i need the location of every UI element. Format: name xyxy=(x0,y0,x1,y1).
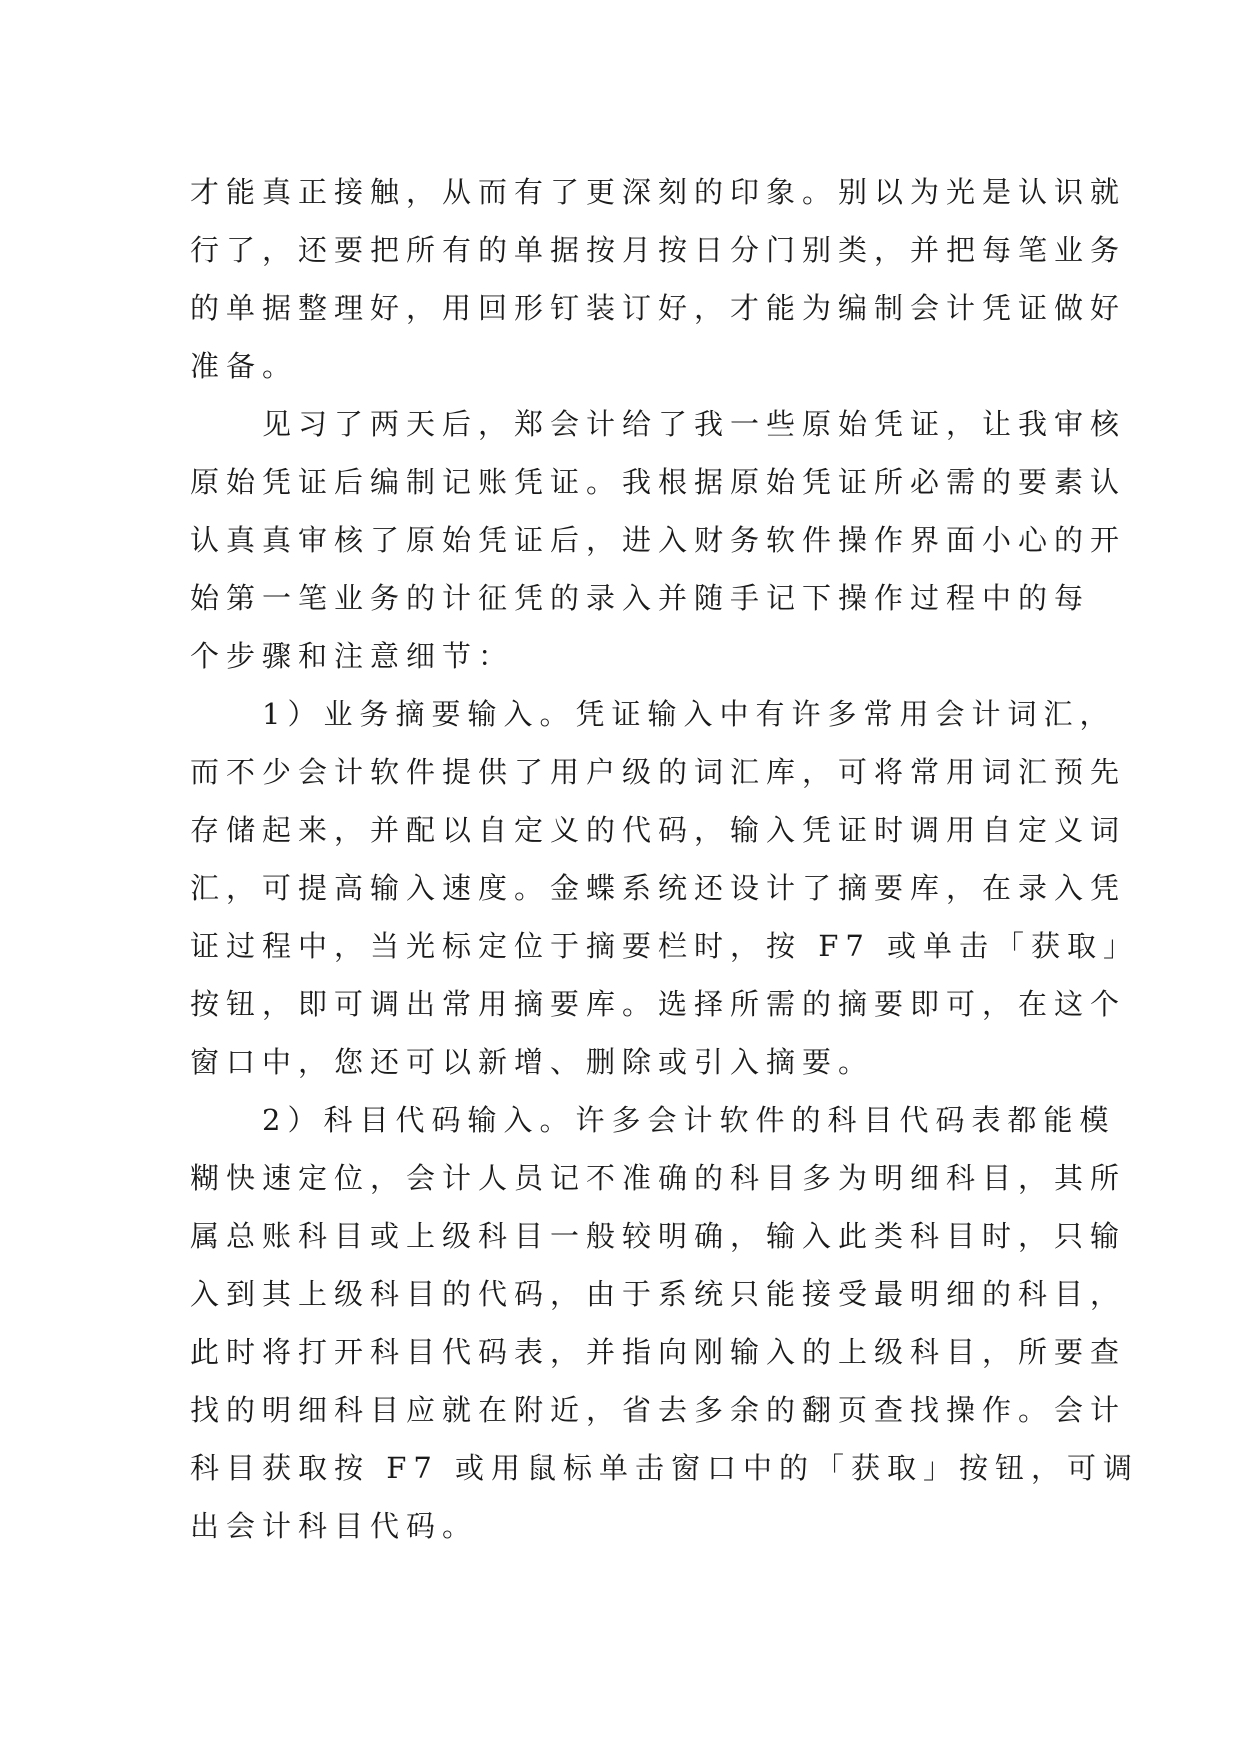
text-line: 的单据整理好，用回形钉装订好，才能为编制会计凭证做好 xyxy=(190,291,1127,325)
text-line: 见习了两天后，郑会计给了我一些原始凭证，让我审核 xyxy=(262,407,1127,441)
text-line: 科目获取按 F7 或用鼠标单击窗口中的「获取」按钮，可调 xyxy=(190,1451,1140,1485)
text-line: 始第一笔业务的计征凭的录入并随手记下操作过程中的每 xyxy=(190,581,1091,615)
text-line: 存储起来，并配以自定义的代码，输入凭证时调用自定义词 xyxy=(190,813,1127,847)
text-line: 汇，可提高输入速度。金蝶系统还设计了摘要库，在录入凭 xyxy=(190,871,1127,905)
text-line: 2）科目代码输入。许多会计软件的科目代码表都能模 xyxy=(262,1103,1116,1137)
body-text xyxy=(190,163,1140,1555)
text-line: 1）业务摘要输入。凭证输入中有许多常用会计词汇， xyxy=(262,697,1116,731)
text-line: 出会计科目代码。 xyxy=(190,1509,479,1543)
text-line: 才能真正接触，从而有了更深刻的印象。别以为光是认识就 xyxy=(190,175,1127,209)
text-line: 入到其上级科目的代码，由于系统只能接受最明细的科目， xyxy=(190,1277,1127,1311)
text-line: 按钮，即可调出常用摘要库。选择所需的摘要即可，在这个 xyxy=(190,987,1127,1021)
text-line: 糊快速定位，会计人员记不准确的科目多为明细科目，其所 xyxy=(190,1161,1127,1195)
text-line: 认真真审核了原始凭证后，进入财务软件操作界面小心的开 xyxy=(190,523,1127,557)
text-line: 窗口中，您还可以新增、删除或引入摘要。 xyxy=(190,1045,875,1079)
text-line: 找的明细科目应就在附近，省去多余的翻页查找操作。会计 xyxy=(190,1393,1127,1427)
text-line: 个步骤和注意细节： xyxy=(190,639,515,673)
text-line: 行了，还要把所有的单据按月按日分门别类，并把每笔业务 xyxy=(190,233,1127,267)
text-line: 准备。 xyxy=(190,349,299,383)
text-line: 原始凭证后编制记账凭证。我根据原始凭证所必需的要素认 xyxy=(190,465,1127,499)
text-line: 而不少会计软件提供了用户级的词汇库，可将常用词汇预先 xyxy=(190,755,1127,789)
text-line: 此时将打开科目代码表，并指向刚输入的上级科目，所要查 xyxy=(190,1335,1127,1369)
text-line: 属总账科目或上级科目一般较明确，输入此类科目时，只输 xyxy=(190,1219,1127,1253)
text-line: 证过程中，当光标定位于摘要栏时，按 F7 或单击「获取」 xyxy=(190,929,1140,963)
